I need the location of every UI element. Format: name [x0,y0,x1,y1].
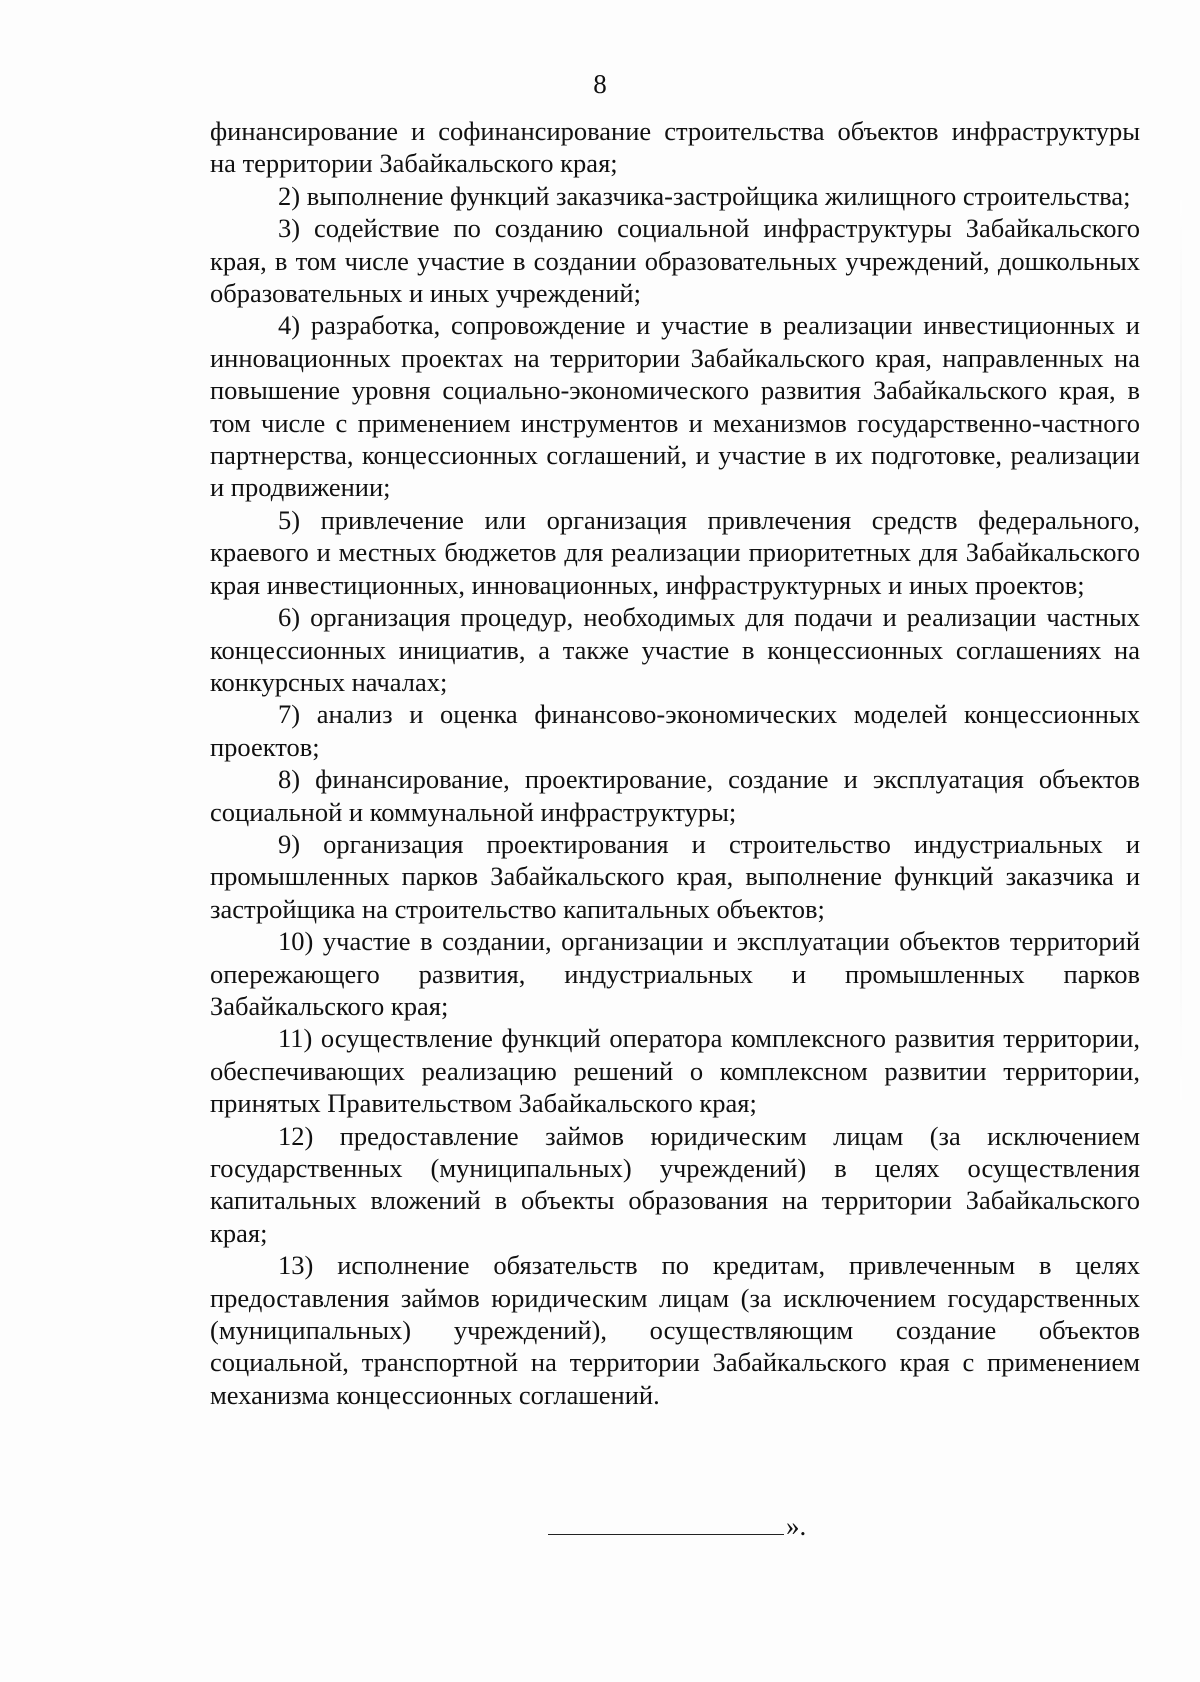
document-body [210,115,1140,1411]
list-item-10: 10) участие в создании, организации и эксплуатации объектов территорий опережающего развития, индустриальных и промышленных парков Забайкальского края; [210,926,1140,1021]
list-item-9: 9) организация проектирования и строительство индустриальных и промышленных парков Забайкальского края, выполнение функций заказчика и застройщика на строительство капитальных объектов; [210,828,1140,924]
separator-line [548,1510,784,1535]
list-item-4: 4) разработка, сопровождение и участие в реализации инвестиционных и инновационных проектах на территории Забайкальского края, направленных на повышение уровня социально-экономического развития Забайкальского края, в том числе с применением инструментов и механизмов государственно-частного партнерства, концессионных соглашений, и участие в их подготовке, реализации и продвижении; [210,310,1140,503]
list-item-8: 8) финансирование, проектирование, создание и эксплуатация объектов социальной и коммунальной инфраструктуры; [210,764,1140,827]
paragraph-continuation: финансирование и софинансирование строительства объектов инфраструктуры на территории Забайкальского края; [210,116,1140,179]
list-item-7: 7) анализ и оценка финансово-экономических моделей концессионных проектов; [210,699,1140,762]
closing-separator [548,1510,806,1542]
list-item-5: 5) привлечение или организация привлечения средств федерального, краевого и местных бюджетов для реализации приоритетных для Забайкальского края инвестиционных, инновационных, инфраструктурных и иных проектов; [210,504,1140,600]
scan-artifact [1180,200,1182,1100]
list-item-13: 13) исполнение обязательств по кредитам, привлеченным в целях предоставления займов юридическим лицам (за исключением государственных (муниципальных) учреждений), осуществляющим создание объектов социальной, транспортной на территории Забайкальского края с применением механизма концессионных соглашений. [210,1250,1140,1410]
list-item-2: 2) выполнение функций заказчика-застройщика жилищного строительства; [278,180,1131,211]
list-item-3: 3) содействие по созданию социальной инфраструктуры Забайкальского края, в том числе участие в создании образовательных учреждений, дошкольных образовательных и иных учреждений; [210,213,1140,309]
list-item-12: 12) предоставление займов юридическим лицам (за исключением государственных (муниципальных) учреждений) в целях осуществления капитальных вложений в объекты образования на территории Забайкальского края; [210,1120,1140,1248]
page-number: 8 [593,69,607,99]
closing-quote: ». [786,1511,807,1541]
list-item-11: 11) осуществление функций оператора комплексного развития территории, обеспечивающих реализацию решений о комплексном развитии территории, принятых Правительством Забайкальского края; [210,1023,1140,1119]
list-item-6: 6) организация процедур, необходимых для подачи и реализации частных концессионных инициатив, а также участие в концессионных соглашениях на конкурсных началах; [210,602,1140,697]
